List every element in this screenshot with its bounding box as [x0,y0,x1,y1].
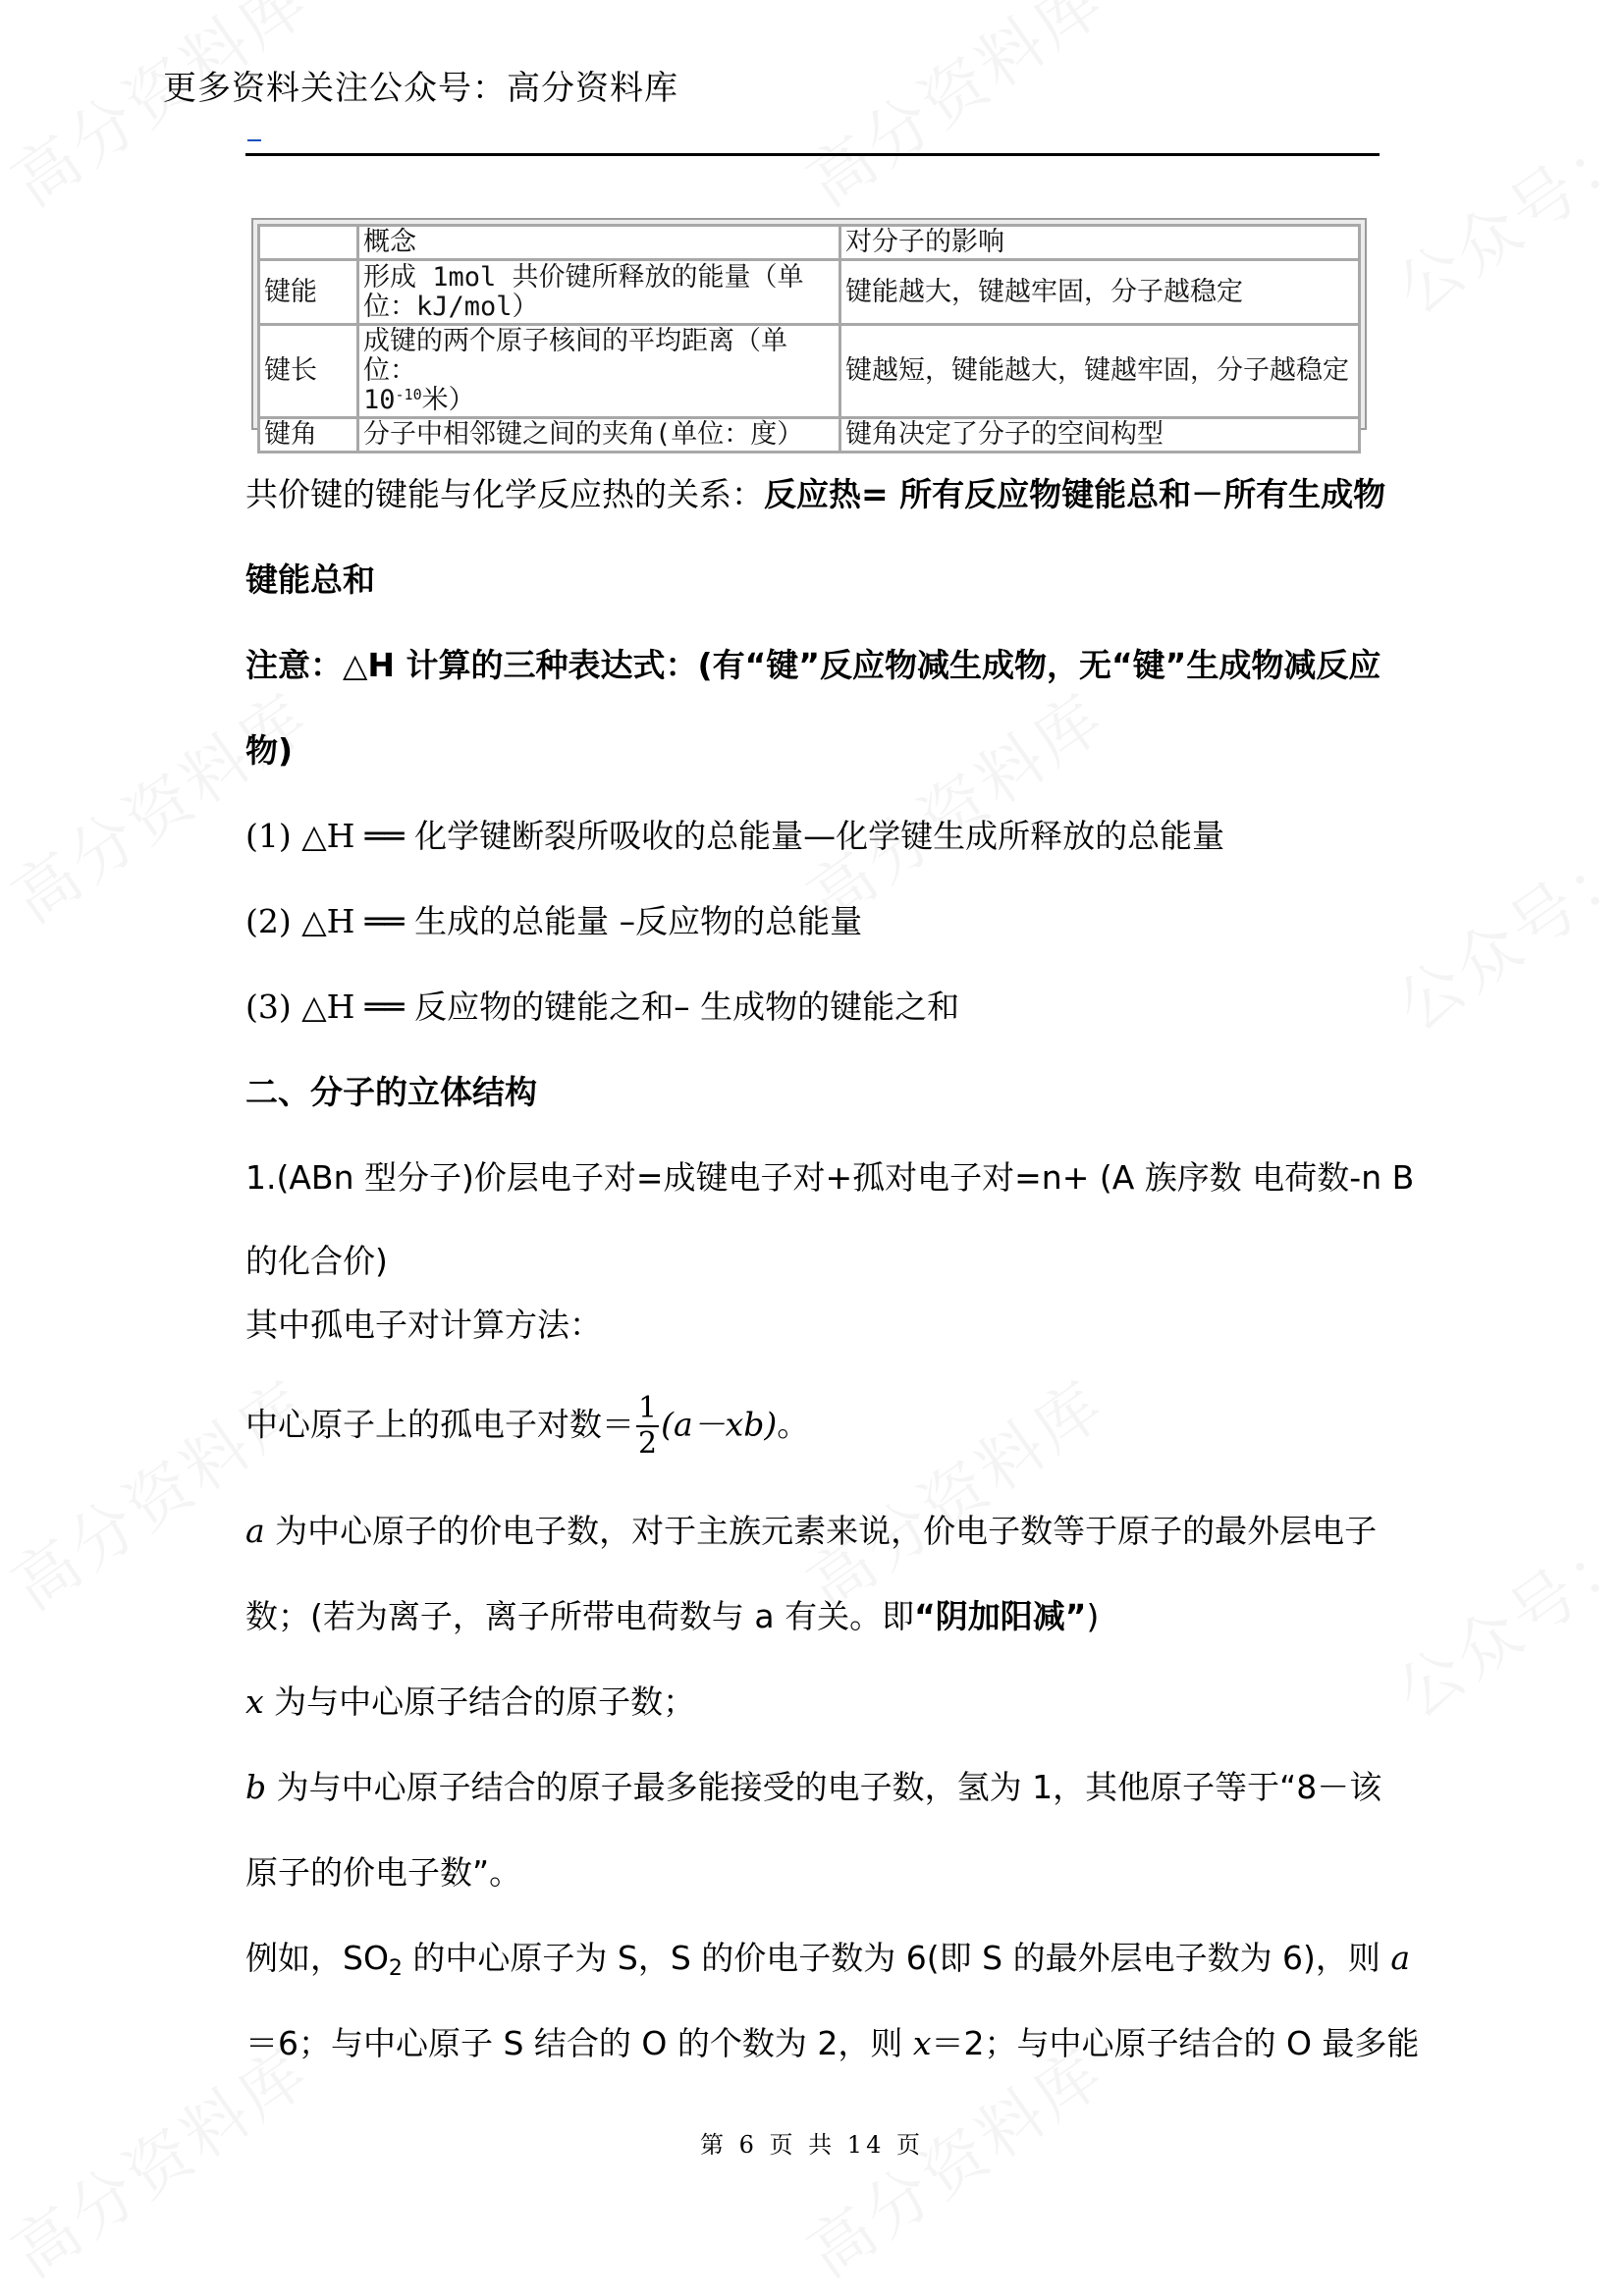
header-text: 更多资料关注公众号：高分资料库 [163,69,678,108]
variable: a [245,1512,265,1550]
formula-label: (3) △H ══ [245,988,405,1026]
paragraph-line [245,1597,1099,1636]
bold-text: 反应热= 所有反应物键能总和－所有生成物 [764,475,1386,513]
formula-1 [245,817,1224,856]
paragraph-text: 例如，SO [245,1939,389,1977]
formula-label: (2) △H ══ [245,902,405,940]
paragraph-text: ) [1086,1597,1100,1635]
watermark-text [1375,1501,1624,1735]
fraction-numerator: 1 [638,1391,658,1425]
watermark-text [785,0,1120,224]
table-cell: 形成 1mol 共价键所释放的能量（单位：kJ/mol） [358,260,840,325]
paragraph-line [245,1512,1377,1551]
lone-pair-formula [245,1392,809,1461]
table-cell: 分子中相邻键之间的夹角(单位：度） [358,418,840,453]
table-cell-text: 成键的两个原子核间的平均距离（单位： [363,326,787,386]
variable: x [245,1682,264,1721]
paragraph-text: 为中心原子的价电子数，对于主族元素来说，价电子数等于原子的最外层电子 [264,1512,1378,1550]
table-header-cell: 概念 [358,226,840,260]
table-header-cell: 对分子的影响 [840,226,1360,260]
table-row [259,418,1360,453]
fraction-denominator: 2 [638,1426,658,1461]
table-cell-text: 米） [421,385,475,415]
bold-text: “阴加阳减” [914,1597,1087,1635]
paragraph-line: 其中孤电子对计算方法： [245,1306,602,1344]
formula-expression: (a－xb) [661,1405,778,1444]
note-line: 物) [245,731,294,770]
variable: a [1390,1939,1411,1977]
paragraph-line [245,2024,1419,2063]
table-cell-text: 10 [363,385,396,415]
paragraph-text: 为与中心原子结合的原子最多能接受的电子数，氢为 1，其他原子等于“8－该 [266,1768,1382,1806]
note-line: 注意：△H 计算的三种表达式：(有“键”反应物减生成物，无“键”生成物减反应 [245,646,1381,684]
paragraph-text: 为与中心原子结合的原子数； [263,1682,696,1721]
page-number: 第 6 页 共 14 页 [700,2131,924,2159]
table-header-row [259,226,1360,260]
formula-2 [245,902,862,941]
paragraph-text: ＝6；与中心原子 S 结合的 O 的个数为 2，则 [245,2024,913,2062]
table-cell: 键角 [259,418,358,453]
watermark-text [0,667,325,940]
table-row [259,260,1360,325]
paragraph-line [245,1939,1411,1981]
formula-text: 化学键断裂所吸收的总能量—化学键生成所释放的总能量 [404,817,1225,855]
paragraph-line [245,1682,695,1722]
formula-suffix: 。 [777,1405,810,1444]
watermark-text [0,0,325,224]
formula-3 [245,988,959,1027]
formula-prefix: 中心原子上的孤电子对数＝ [245,1405,634,1444]
table-header-cell [259,226,358,260]
paragraph-line: 的化合价) [245,1242,388,1280]
paragraph-line: 1.(ABn 型分子)价层电子对=成键电子对+孤对电子对=n+ (A 族序数 电荷数-n B [245,1158,1415,1197]
watermark-text [1375,814,1624,1047]
paragraph-text: 的中心原子为 S，S 的价电子数为 6(即 S 的最外层电子数为 6)，则 [402,1939,1391,1977]
header-rule [245,153,1380,156]
watermark-text [1375,97,1624,331]
formula-text: 反应物的键能之和– 生成物的键能之和 [404,988,960,1026]
paragraph-line [245,1768,1381,1807]
bond-parameters-table [251,218,1367,450]
paragraph-text: 数；(若为离子，离子所带电荷数与 a 有关。即 [245,1597,915,1635]
table-row [259,325,1360,418]
watermark-text [785,1354,1120,1628]
paragraph-line: 键能总和 [245,561,375,599]
subscript: 2 [388,1956,403,1981]
paragraph-reaction-heat [245,475,1385,514]
header-mark [247,139,261,141]
table-cell: 键角决定了分子的空间构型 [840,418,1360,453]
variable: b [245,1768,267,1806]
table-cell: 键能 [259,260,358,325]
variable: x [912,2024,932,2062]
paragraph-text: ＝2；与中心原子结合的 O 最多能 [931,2024,1420,2062]
paragraph-text: 共价键的键能与化学反应热的关系： [245,475,764,513]
table-cell: 键越短，键能越大，键越牢固，分子越稳定 [840,325,1360,418]
formula-text: 生成的总能量 –反应物的总能量 [404,902,863,940]
fraction [636,1392,659,1461]
table-cell [358,325,840,418]
formula-label: (1) △H ══ [245,817,405,855]
table-cell: 键长 [259,325,358,418]
table-cell: 键能越大，键越牢固，分子越稳定 [840,260,1360,325]
paragraph-line: 原子的价电子数”。 [245,1853,522,1892]
watermark-text [785,667,1120,940]
superscript: -10 [395,386,422,403]
section-title: 二、分子的立体结构 [245,1073,537,1111]
